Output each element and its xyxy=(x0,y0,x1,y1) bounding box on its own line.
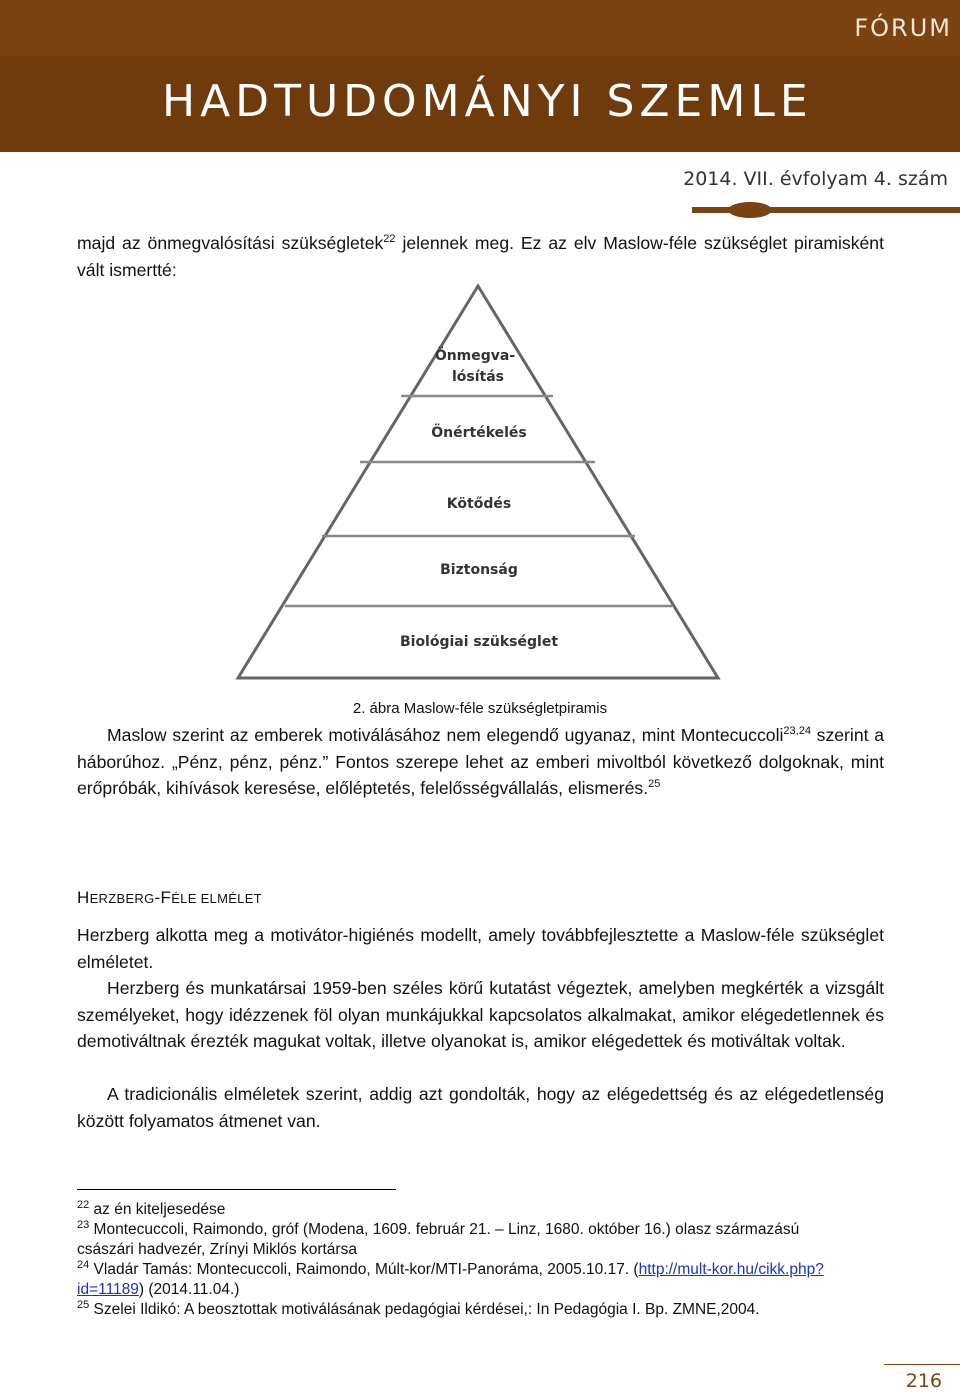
pyramid-label-esteem: Önértékelés xyxy=(431,425,527,441)
pyramid-label-self-actualization-2: lósítás xyxy=(451,369,505,385)
footnote-ref-22[interactable]: 22 xyxy=(383,233,396,246)
footnote-22: $^{22}$ az én kiteljesedése xyxy=(77,1198,226,1218)
section-tag: FÓRUM xyxy=(854,14,952,42)
pyramid-label-belonging: Kötődés xyxy=(446,496,512,512)
issue-info: 2014. VII. évfolyam 4. szám xyxy=(683,168,948,190)
footnote-24-link[interactable]: http://mult-kor.hu/cikk.php?id=11189 xyxy=(77,1261,824,1298)
maslow-paragraph: Maslow szerint az emberek motiválásához nem elegendő ugyanaz, mint Montecuccoli$^{23,24}$ szerint a háborúhoz. „Pénz, pénz, pénz.” Fontos szerepe lehet az emberi mivoltból következő dolgoknak, mint erőpróbák, kihívások keresése, előléptetés, felelősségvállalás, elismerés.$^{25}$ xyxy=(77,725,884,798)
pyramid-label-safety: Biztonság xyxy=(440,562,518,578)
figure-caption: 2. ábra Maslow-féle szükségletpiramis xyxy=(352,700,608,717)
pyramid-label-self-actualization-1: Önmegva- xyxy=(434,348,516,364)
pyramid-label-physiological: Biológiai szükséglet xyxy=(399,634,559,650)
footnote-23: $^{23}$ Montecuccoli, Raimondo, gróf (Modena, 1609. február 21. – Linz, 1680. október 16.) olasz származású császári hadvezér, Zrínyi Miklós kortársa xyxy=(77,1218,800,1258)
footnote-ref-25[interactable]: 25 xyxy=(648,778,661,791)
footnote-ref-23[interactable]: 23 xyxy=(783,725,796,738)
footnote-ref-24[interactable]: 24 xyxy=(798,725,811,738)
herzberg-paragraph-1: Herzberg alkotta meg a motivátor-higiénés modellt, amely továbbfejlesztette a Maslow-féle szükséglet elméletet. xyxy=(77,925,884,972)
footnote-24: $^{24}$ Vladár Tamás: Montecuccoli, Raimondo, Múlt-kor/MTI-Panoráma, 2005.10.17. (http://mult-kor.hu/cikk.php?id=11189) (2014.11.04.) xyxy=(77,1258,824,1298)
footnote-separator xyxy=(77,1189,396,1190)
page-number-rule xyxy=(884,1364,960,1365)
pyramid-outline xyxy=(238,286,718,678)
footnotes xyxy=(77,1200,837,1320)
herzberg-paragraph-3: A tradicionális elméletek szerint, addig azt gondolták, hogy az elégedettség és az elégedetlenség között folyamatos átmenet van. xyxy=(77,1084,884,1131)
intro-paragraph: majd az önmegvalósítási szükségletek$^{22}$ jelennek meg. Ez az elv Maslow-féle szükséglet piramisként vált ismertté: xyxy=(77,233,884,280)
herzberg-paragraph-2: Herzberg és munkatársai 1959-ben széles körű kutatást végeztek, amelyben megkérték a vizsgált személyeket, hogy idézzenek föl olyan munkájukkal kapcsolatos alkalmakat, amikor elégedetlennek és demotiváltnak érezték magukat voltak, illetve olyanokat is, amikor elégedettek és motiváltak voltak. xyxy=(77,978,884,1051)
footnote-25: $^{25}$ Szelei Ildikó: A beosztottak motiválásának pedagógiai kérdései,: In Pedagógia I. Bp. ZMNE,2004. xyxy=(77,1298,760,1318)
page-number: 216 xyxy=(905,1370,942,1392)
journal-title: HADTUDOMÁNYI SZEMLE xyxy=(162,76,813,127)
section-heading: HERZBERG-FÉLE ELMÉLET xyxy=(77,888,262,907)
